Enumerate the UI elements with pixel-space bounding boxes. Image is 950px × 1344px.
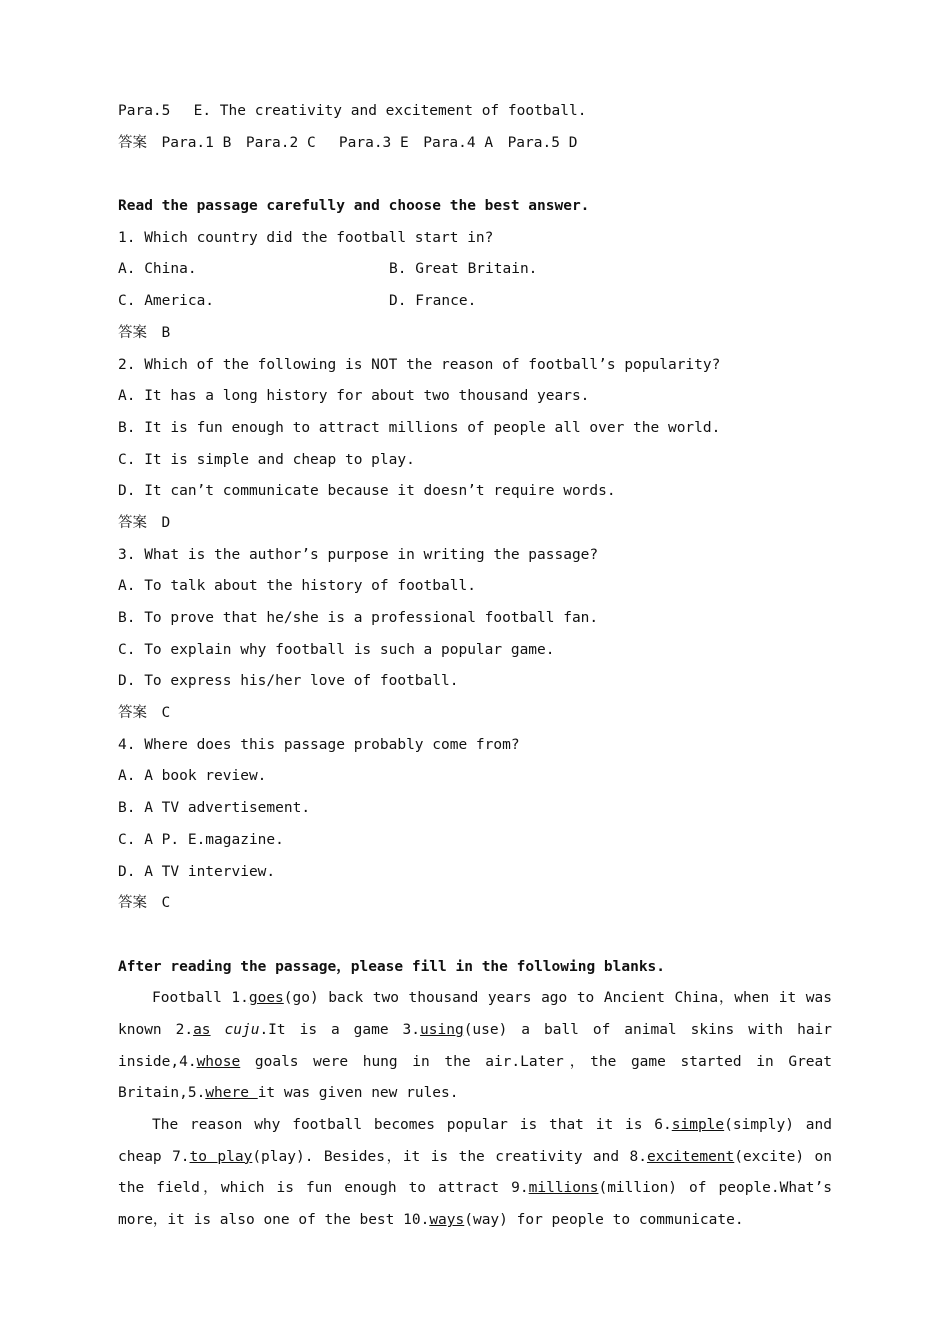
option-row: [118, 286, 832, 318]
question-stem: 4. Where does this passage probably come from?: [118, 736, 520, 753]
option: B. To prove that he/she is a professional football fan.: [118, 610, 599, 626]
text-run: goals were hung in the air.Later，the game started in Great Britain,5.: [118, 1053, 832, 1102]
option-row: [118, 254, 832, 286]
cloze-paragraph: [118, 983, 832, 1110]
option: D. It can’t communicate because it doesn’t require words.: [118, 483, 616, 500]
text-run: (use) a ball of animal skins with hair inside,4.: [118, 1021, 833, 1070]
option: C. To explain why football is such a popular game.: [118, 641, 555, 658]
option: A. To talk about the history of football.: [118, 578, 476, 595]
option: A. China.: [118, 261, 197, 278]
text-run: (way) for people to communicate.: [464, 1212, 744, 1229]
answer-line: 答案 C: [118, 705, 171, 722]
text-run: Football 1.: [152, 990, 249, 1007]
filled-blank: to play: [189, 1148, 253, 1165]
filled-blank: excitement: [646, 1148, 735, 1165]
option: B. Great Britain.: [389, 261, 538, 278]
answer-line: 答案 B: [118, 324, 171, 341]
option: C. America.: [118, 293, 215, 310]
filled-blank: as: [193, 1021, 211, 1038]
filled-blank: goes: [248, 990, 284, 1007]
option: D. A TV interview.: [118, 863, 276, 880]
text-run: (go) back two thousand years ago to Ancient China，when it was known 2.: [118, 990, 832, 1038]
cloze-instruction: After reading the passage，please fill in the following blanks.: [118, 958, 666, 975]
option: A. A book review.: [118, 768, 267, 785]
option: B. A TV advertisement.: [118, 800, 311, 817]
option: A. It has a long history for about two thousand years.: [118, 388, 590, 405]
text-run: .It is a game 3.: [259, 1021, 421, 1038]
filled-blank: simple: [671, 1117, 725, 1134]
filled-blank: millions: [528, 1180, 599, 1197]
answer-line: 答案 D: [118, 514, 171, 531]
filled-blank: where: [205, 1085, 258, 1102]
reading-instruction: Read the passage carefully and choose the best answer.: [118, 198, 590, 215]
question-stem: 2. Which of the following is NOT the reason of football’s popularity?: [118, 356, 721, 373]
matching-line: Para.5 E. The creativity and excitement of football.: [118, 103, 587, 119]
filled-blank: whose: [196, 1053, 241, 1070]
answer-line: 答案 C: [118, 895, 171, 912]
cloze-paragraph: [118, 1110, 832, 1237]
question-stem: 3. What is the author’s purpose in writing the passage?: [118, 546, 599, 563]
italic-term: cuju: [224, 1021, 260, 1038]
text-run: The reason why football becomes popular is that it is 6.: [152, 1117, 672, 1134]
filled-blank: ways: [429, 1212, 465, 1229]
option: C. It is simple and cheap to play.: [118, 451, 415, 468]
option: B. It is fun enough to attract millions of people all over the world.: [118, 419, 721, 436]
text-run: (excite) on the field，which is fun enough to attract 9.: [118, 1148, 832, 1197]
document-page: [118, 96, 832, 1237]
text-run: (play). Besides，it is the creativity and 8.: [252, 1148, 647, 1165]
option: D. France.: [389, 293, 477, 310]
question-stem: 1. Which country did the football start in?: [118, 229, 494, 246]
option: C. A P. E.magazine.: [118, 831, 284, 848]
matching-answer: 答案 Para.1 B Para.2 C Para.3 E Para.4 A Para.5 D: [118, 134, 578, 151]
text-run: [211, 1022, 225, 1038]
text-run: (simply) and cheap 7.: [118, 1117, 832, 1165]
option: D. To express his/her love of football.: [118, 673, 459, 690]
filled-blank: using: [420, 1021, 464, 1038]
text-run: it was given new rules.: [257, 1085, 459, 1102]
text-run: (million) of people.What’s more，it is also one of the best 10.: [118, 1180, 832, 1229]
